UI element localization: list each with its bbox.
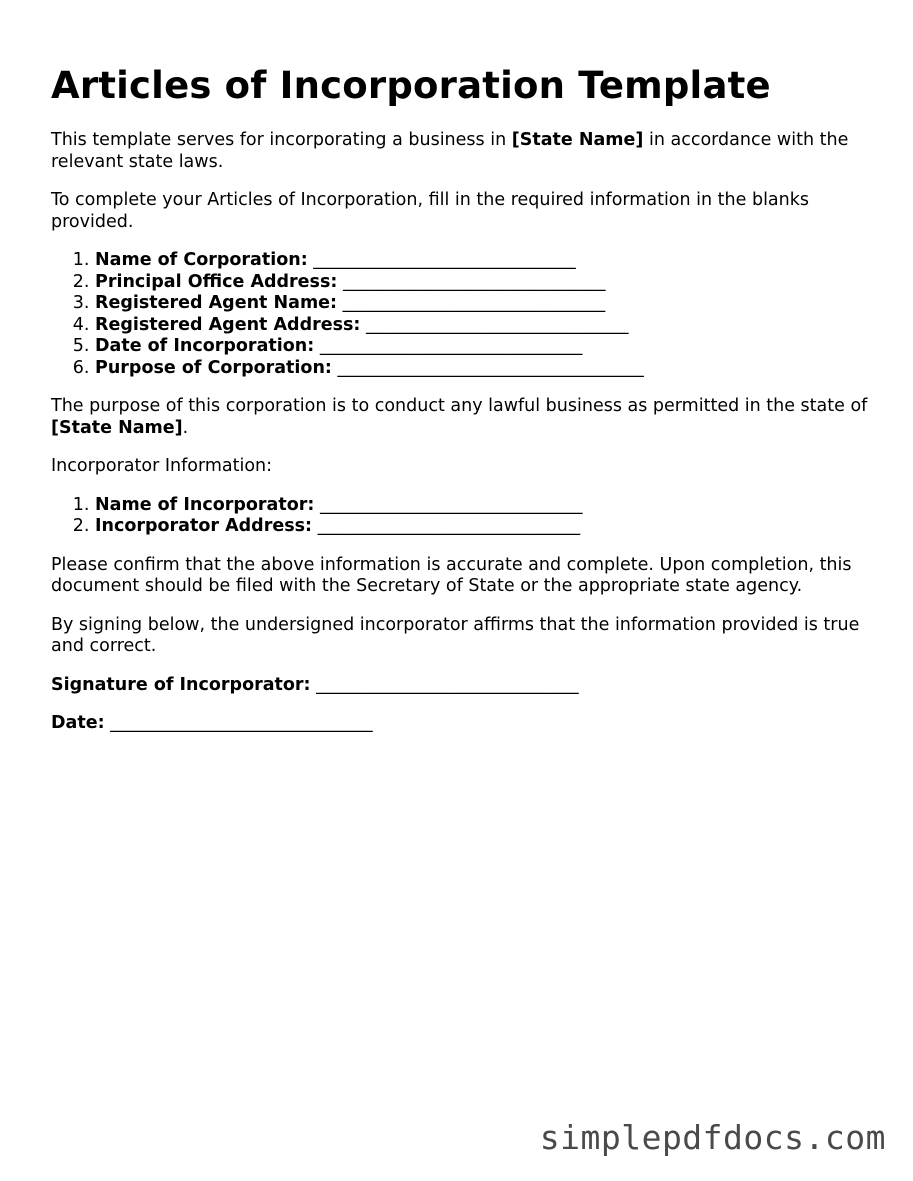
field-label: Registered Agent Name: (95, 293, 338, 313)
field-principal-office-address (95, 272, 871, 294)
blank-line: ______________________________ (316, 674, 579, 695)
date-line (51, 713, 871, 735)
field-label: Name of Corporation: (95, 250, 308, 270)
document-page (51, 62, 871, 752)
incorporator-heading: Incorporator Information: (51, 456, 273, 476)
date-label: Date: (51, 713, 105, 733)
blank-line: ______________________________ (110, 713, 373, 733)
signature-label: Signature of Incorporator: (51, 674, 311, 695)
purpose-text-after: . (182, 417, 189, 438)
blank-line: ______________________________ (317, 516, 581, 536)
field-label: Incorporator Address: (95, 516, 313, 536)
field-incorporator-address (95, 516, 871, 538)
purpose-paragraph (51, 396, 871, 439)
intro-paragraph (51, 130, 871, 173)
corporation-fields-list (51, 250, 871, 379)
blank-line: ______________________________ (366, 314, 629, 335)
blank-line: ______________________________ (313, 250, 576, 270)
field-label: Registered Agent Address: (95, 314, 361, 335)
field-purpose-of-corporation (95, 358, 871, 380)
confirmation-paragraph: Please confirm that the above information is accurate and complete. Upon completion, this document should be filed with the Secretary of State or the appropriate state agency. (51, 554, 852, 596)
signature-line (51, 675, 871, 697)
field-registered-agent-address (95, 315, 871, 337)
field-date-of-incorporation (95, 336, 871, 358)
field-label: Purpose of Corporation: (95, 357, 332, 378)
document-title: Articles of Incorporation Template (51, 64, 771, 107)
intro-text-after: in accordance with the relevant state laws. (51, 130, 849, 172)
purpose-text-before: The purpose of this corporation is to conduct any lawful business as permitted in the state of (51, 396, 868, 416)
state-name-placeholder: [State Name] (511, 130, 644, 150)
field-incorporator-name (95, 495, 871, 517)
blank-line: ______________________________ (319, 494, 583, 515)
instructions-paragraph: To complete your Articles of Incorporation, fill in the required information in the blanks provided. (51, 190, 810, 232)
blank-line: ______________________________ (319, 336, 583, 356)
field-registered-agent-name (95, 293, 871, 315)
field-label: Principal Office Address: (95, 271, 338, 292)
blank-line: ______________________________ (342, 271, 606, 292)
watermark: simplepdfdocs.com (539, 1118, 886, 1157)
affirmation-paragraph: By signing below, the undersigned incorporator affirms that the information provided is true and correct. (51, 614, 860, 656)
intro-text-before: This template serves for incorporating a business in (51, 130, 512, 150)
field-label: Date of Incorporation: (95, 336, 315, 356)
blank-line: ______________________________ (342, 293, 606, 313)
field-label: Name of Incorporator: (95, 494, 315, 515)
state-name-placeholder: [State Name] (51, 417, 183, 438)
blank-line: ___________________________________ (337, 357, 644, 378)
incorporator-fields-list (51, 495, 871, 538)
field-corporation-name (95, 250, 871, 272)
